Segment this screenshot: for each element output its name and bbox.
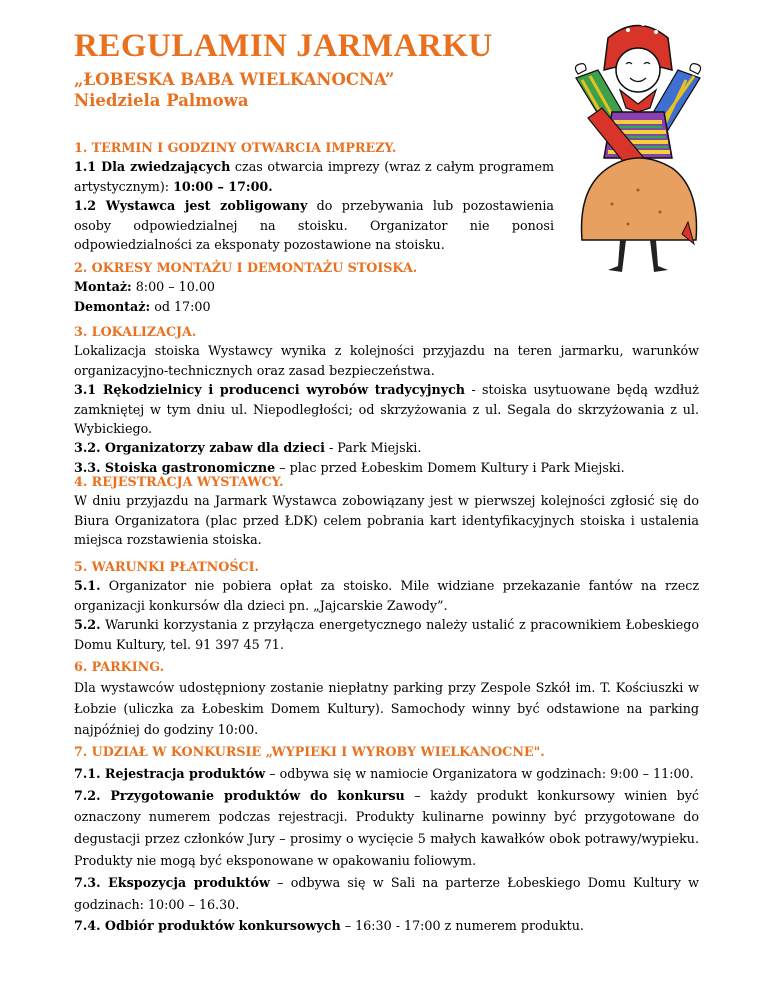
section-heading: 2. OKRESY MONTAŻU I DEMONTAŻU STOISKA. — [74, 260, 418, 275]
section-heading: 5. WARUNKI PŁATNOŚCI. — [74, 559, 259, 574]
paragraph-registration: W dniu przyjazdu na Jarmark Wystawca zobowiązany jest w pierwszej kolejności zgłosić się do Biura Organizatora (plac przed ŁDK) celem pobrania kart identyfikacyjnych stoiska i ustalenia miejsca rozstawienia stoiska. — [74, 493, 699, 548]
paragraph-visitors: 1.1 Dla zwiedzających czas otwarcia imprezy (wraz z całym programem artystycznym): 10:00 – 17:00. — [74, 159, 555, 194]
document-title: REGULAMIN JARMARKU — [74, 28, 493, 64]
paragraph-no-fees: 5.1. Organizator nie pobiera opłat za stoisko. Mile widziane przekazanie fantów na rzecz organizacji konkursów dla dzieci pn. „Jajcarskie Zawody”. — [74, 578, 699, 613]
paragraph-product-registration: 7.1. Rejestracja produktów – odbywa się w namiocie Organizatora w godzinach: 9:00 – 11:00. — [74, 765, 694, 781]
section-heading: 4. REJESTRACJA WYSTAWCY. — [74, 474, 284, 489]
paragraph-electricity: 5.2. Warunki korzystania z przyłącza energetycznego należy ustalić z pracownikiem Łobeskiego Domu Kultury, tel. 91 397 45 71. — [74, 617, 699, 652]
section-payment — [74, 557, 699, 654]
section-heading: 7. UDZIAŁ W KONKURSIE „WYPIEKI I WYROBY WIELKANOCNE". — [74, 744, 545, 759]
baba-doll-illustration — [568, 8, 708, 278]
assembly-line: Montaż: 8:00 – 10.00 — [74, 279, 215, 295]
paragraph-parking: Dla wystawców udostępniony zostanie niepłatny parking przy Zespole Szkół im. T. Kościuszki w Łobzie (uliczka za Łobeskim Domem Kultury). Samochody winny być odstawione na parking najpóźniej do godziny 10:00. — [74, 680, 699, 737]
paragraph-product-exposition: 7.3. Ekspozycja produktów – odbywa się w Sali na parterze Łobeskiego Domu Kultury w godzinach: 10:00 – 16.30. — [74, 874, 699, 912]
paragraph-location-intro: Lokalizacja stoiska Wystawcy wynika z kolejności przyjazdu na teren jarmarku, warunków organizacyjno-technicznych oraz zasad bezpieczeństwa. — [74, 343, 699, 378]
paragraph-exhibitor-obligation: 1.2 Wystawca jest zobligowany do przebywania lub pozostawienia osoby odpowiedzialnej na stoisku. Organizator nie ponosi odpowiedzialności za eksponaty pozostawione na stoisku. — [74, 198, 554, 253]
section-heading: 1. TERMIN I GODZINY OTWARCIA IMPREZY. — [74, 140, 397, 155]
section-assembly — [74, 258, 699, 316]
section-location — [74, 322, 699, 477]
paragraph-product-pickup: 7.4. Odbiór produktów konkursowych – 16:30 - 17:00 z numerem produktu. — [74, 918, 584, 934]
section-contest — [74, 741, 699, 937]
section-opening-hours — [74, 138, 554, 254]
section-heading: 3. LOKALIZACJA. — [74, 324, 197, 339]
disassembly-line: Demontaż: od 17:00 — [74, 298, 211, 314]
paragraph-children-games: 3.2. Organizatorzy zabaw dla dzieci - Park Miejski. — [74, 440, 422, 456]
section-heading: 6. PARKING. — [74, 659, 165, 674]
event-date-name: Niedziela Palmowa — [74, 91, 249, 110]
event-name: „ŁOBESKA BABA WIELKANOCNA” — [74, 70, 395, 89]
paragraph-product-preparation: 7.2. Przygotowanie produktów do konkursu – każdy produkt konkursowy winien być oznaczony numerem podczas rejestracji. Produkty kulinarne powinny być przygotowane do degustacji przez członków Jury – prosimy o wycięcie 5 małych kawałków obok potrawy/wypieku. Produkty nie mogą być eksponowane w opakowaniu foliowym. — [74, 787, 700, 868]
paragraph-gastronomy: 3.3. Stoiska gastronomiczne – plac przed Łobeskim Domem Kultury i Park Miejski. — [74, 459, 625, 475]
section-registration — [74, 472, 699, 550]
section-parking — [74, 656, 699, 740]
paragraph-craftsmen: 3.1 Rękodzielnicy i producenci wyrobów tradycyjnych - stoiska usytuowane będą wzdłuż zamkniętej w tym dniu ul. Niepodległości; od skrzyżowania z ul. Segala do skrzyżowania z ul. Wybickiego. — [74, 382, 699, 437]
